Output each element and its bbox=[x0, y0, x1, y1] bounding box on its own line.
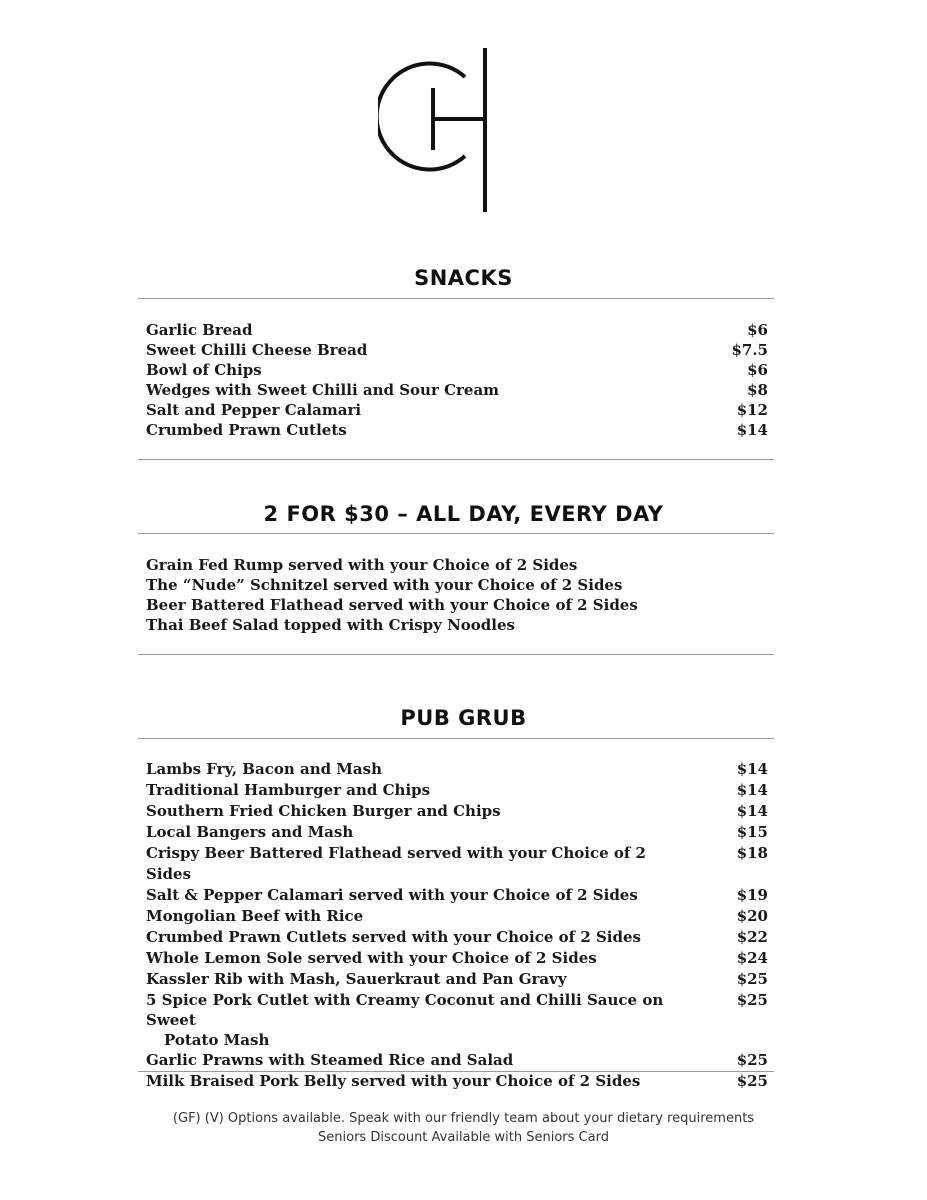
menu-item-price: $12 bbox=[736, 401, 768, 419]
menu-item-name: Whole Lemon Sole served with your Choice of 2 Sides bbox=[146, 949, 597, 967]
menu-item-name: Bowl of Chips bbox=[146, 361, 262, 379]
menu-item bbox=[146, 843, 768, 885]
menu-item-name: Wedges with Sweet Chilli and Sour Cream bbox=[146, 381, 500, 399]
menu-item-price: $25 bbox=[736, 991, 768, 1009]
menu-item bbox=[146, 595, 768, 615]
menu-item-price: $14 bbox=[736, 802, 768, 820]
snacks-top-divider bbox=[138, 298, 774, 299]
menu-item bbox=[146, 615, 768, 635]
menu-item bbox=[146, 380, 768, 400]
menu-item-name: Southern Fried Chicken Burger and Chips bbox=[146, 802, 501, 820]
menu-item bbox=[146, 1050, 768, 1071]
menu-item bbox=[146, 360, 768, 380]
menu-item-name: Traditional Hamburger and Chips bbox=[146, 781, 431, 799]
menu-item bbox=[146, 759, 768, 780]
menu-item-price: $25 bbox=[736, 1072, 768, 1090]
deals-bottom-divider bbox=[138, 654, 774, 655]
menu-item-name: Salt & Pepper Calamari served with your Choice of 2 Sides bbox=[146, 886, 638, 904]
menu-item-name: Salt and Pepper Calamari bbox=[146, 401, 362, 419]
menu-item-price: $20 bbox=[736, 907, 768, 925]
deals-heading: 2 FOR $30 – ALL DAY, EVERY DAY bbox=[263, 502, 664, 526]
seniors-discount-note: Seniors Discount Available with Seniors Card bbox=[318, 1130, 609, 1145]
menu-item-name: Crispy Beer Battered Flathead served with your Choice of 2 Sides bbox=[146, 844, 646, 883]
menu-item-name: Thai Beef Salad topped with Crispy Noodles bbox=[146, 616, 515, 634]
menu-item-price: $24 bbox=[736, 949, 768, 967]
menu-item-price: $19 bbox=[736, 886, 768, 904]
dietary-note: (GF) (V) Options available. Speak with our friendly team about your dietary requirements bbox=[172, 1111, 755, 1126]
menu-item bbox=[146, 801, 768, 822]
menu-item-price: $14 bbox=[736, 421, 768, 439]
menu-item-name: Beer Battered Flathead served with your Choice of 2 Sides bbox=[146, 596, 638, 614]
menu-item-price: $6 bbox=[747, 361, 768, 379]
menu-item-price: $6 bbox=[747, 321, 768, 339]
menu-item bbox=[146, 969, 768, 990]
menu-item bbox=[146, 927, 768, 948]
menu-item bbox=[146, 906, 768, 927]
menu-item-name-continued: Potato Mash bbox=[164, 1031, 270, 1049]
menu-item-price: $7.5 bbox=[731, 341, 768, 359]
menu-item-price: $8 bbox=[747, 381, 768, 399]
menu-item bbox=[146, 948, 768, 969]
menu-item-price: $14 bbox=[736, 760, 768, 778]
snacks-bottom-divider bbox=[138, 459, 774, 460]
pub-grub-list bbox=[146, 759, 768, 1092]
snacks-list bbox=[146, 320, 768, 440]
menu-item bbox=[146, 400, 768, 420]
menu-item-price: $25 bbox=[736, 970, 768, 988]
snacks-heading: SNACKS bbox=[414, 266, 513, 290]
menu-item bbox=[146, 822, 768, 843]
pub-grub-top-divider bbox=[138, 738, 774, 739]
menu-item bbox=[146, 990, 768, 1050]
ch-logo-icon bbox=[378, 46, 493, 214]
menu-item-name: Kassler Rib with Mash, Sauerkraut and Pan Gravy bbox=[146, 970, 567, 988]
menu-item-name: Garlic Bread bbox=[146, 321, 253, 339]
menu-item bbox=[146, 1071, 768, 1092]
menu-item-price: $15 bbox=[736, 823, 768, 841]
menu-item-name: Crumbed Prawn Cutlets served with your Choice of 2 Sides bbox=[146, 928, 641, 946]
menu-item-price: $14 bbox=[736, 781, 768, 799]
menu-item bbox=[146, 320, 768, 340]
pub-grub-bottom-divider bbox=[138, 1071, 774, 1072]
menu-item bbox=[146, 885, 768, 906]
deals-list bbox=[146, 555, 768, 635]
menu-item-name: 5 Spice Pork Cutlet with Creamy Coconut and Chilli Sauce on Sweet bbox=[146, 991, 664, 1029]
menu-item-name: Lambs Fry, Bacon and Mash bbox=[146, 760, 382, 778]
menu-item-name: Garlic Prawns with Steamed Rice and Salad bbox=[146, 1051, 514, 1069]
menu-item bbox=[146, 780, 768, 801]
menu-item bbox=[146, 340, 768, 360]
menu-item-name: Milk Braised Pork Belly served with your Choice of 2 Sides bbox=[146, 1072, 641, 1090]
deals-top-divider bbox=[138, 533, 774, 534]
menu-item bbox=[146, 575, 768, 595]
menu-item-name: Sweet Chilli Cheese Bread bbox=[146, 341, 368, 359]
menu-item bbox=[146, 555, 768, 575]
menu-item-price: $22 bbox=[736, 928, 768, 946]
menu-item-name: Crumbed Prawn Cutlets bbox=[146, 421, 347, 439]
menu-item-price: $18 bbox=[736, 844, 768, 862]
menu-item-name: Local Bangers and Mash bbox=[146, 823, 354, 841]
menu-item-name: Grain Fed Rump served with your Choice of 2 Sides bbox=[146, 556, 578, 574]
menu-item-name: The “Nude” Schnitzel served with your Choice of 2 Sides bbox=[146, 576, 623, 594]
menu-item-price: $25 bbox=[736, 1051, 768, 1069]
menu-item-name: Mongolian Beef with Rice bbox=[146, 907, 364, 925]
menu-item bbox=[146, 420, 768, 440]
pub-grub-heading: PUB GRUB bbox=[400, 706, 527, 730]
